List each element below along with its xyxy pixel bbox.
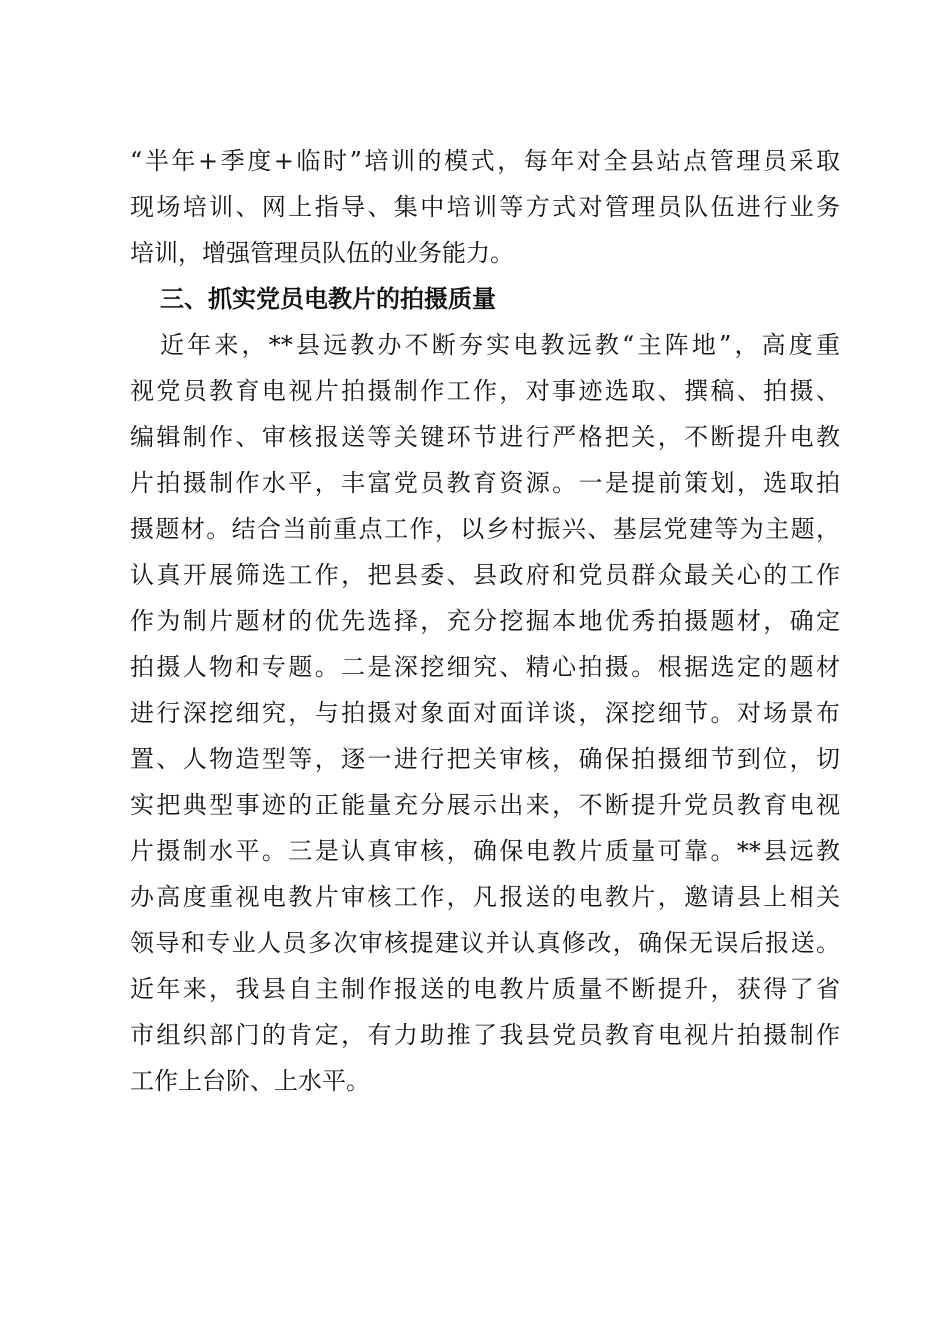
text-line: 置、人物造型等，逐一进行把关审核，确保拍摄细节到位，切 (130, 745, 840, 773)
text-line: 工作上台阶、上水平。 (130, 1067, 370, 1095)
text-line: 认真开展筛选工作，把县委、县政府和党员群众最关心的工作 (130, 561, 840, 589)
text-line: 拍摄人物和专题。二是深挖细究、精心拍摄。根据选定的题材 (130, 653, 840, 681)
text-line: 近年来，我县自主制作报送的电教片质量不断提升，获得了省 (130, 975, 840, 1003)
text-line: “半年+季度+临时”培训的模式，每年对全县站点管理员采取 (130, 147, 840, 175)
text-line: 作为制片题材的优先选择，充分挖掘本地优秀拍摄题材，确定 (130, 607, 840, 635)
section-heading: 三、抓实党员电教片的拍摄质量 (160, 285, 496, 313)
text-line: 片拍摄制作水平，丰富党员教育资源。一是提前策划，选取拍 (130, 469, 840, 497)
text-line: 实把典型事迹的正能量充分展示出来，不断提升党员教育电视 (130, 791, 840, 819)
text-line: 近年来，**县远教办不断夯实电教远教“主阵地”，高度重 (160, 331, 840, 359)
text-line: 进行深挖细究，与拍摄对象面对面详谈，深挖细节。对场景布 (130, 699, 840, 727)
text-line: 片摄制水平。三是认真审核，确保电教片质量可靠。**县远教 (130, 837, 840, 865)
text-line: 现场培训、网上指导、集中培训等方式对管理员队伍进行业务 (130, 193, 840, 221)
text-line: 领导和专业人员多次审核提建议并认真修改，确保无误后报送。 (130, 929, 840, 957)
text-line: 办高度重视电教片审核工作，凡报送的电教片，邀请县上相关 (130, 883, 840, 911)
text-line: 摄题材。结合当前重点工作，以乡村振兴、基层党建等为主题， (130, 515, 840, 543)
text-line: 市组织部门的肯定，有力助推了我县党员教育电视片拍摄制作 (130, 1021, 840, 1049)
text-line: 培训，增强管理员队伍的业务能力。 (130, 239, 514, 267)
text-line: 视党员教育电视片拍摄制作工作，对事迹选取、撰稿、拍摄、 (130, 377, 840, 405)
text-line: 编辑制作、审核报送等关键环节进行严格把关，不断提升电教 (130, 423, 840, 451)
